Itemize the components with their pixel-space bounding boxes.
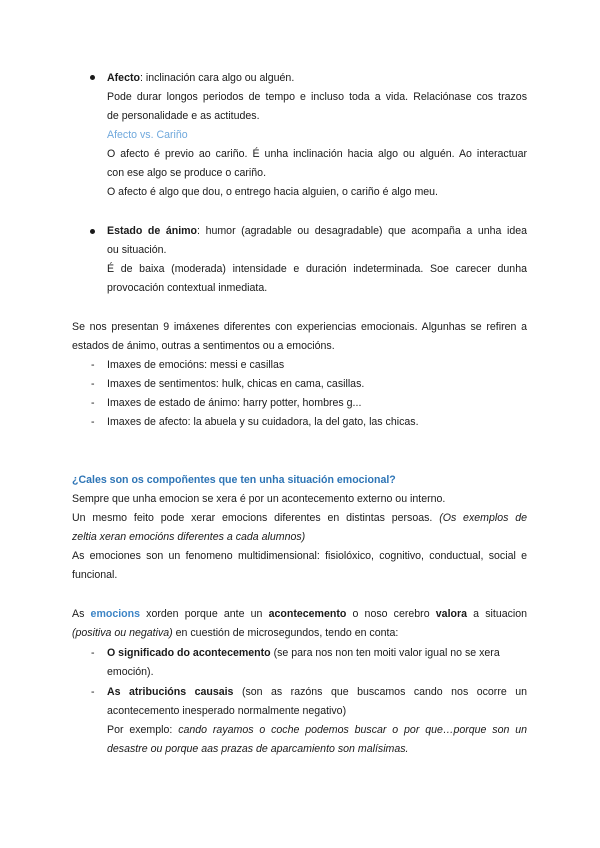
afecto-line-2: Pode durar longos periodos de tempo e incluso toda a vida. Relaciónase cos trazos xyxy=(107,91,527,103)
afecto-vs-carino-subheading: Afecto vs. Cariño xyxy=(107,129,188,141)
emocions-p2: xorden porque ante un xyxy=(146,608,263,620)
afecto-line-5: O afecto é previo ao cariño. É unha inclinación hacia algo ou alguén. Ao interactuar xyxy=(107,148,527,160)
valora-keyword: valora xyxy=(435,608,467,620)
componentes-line-3: zeltia xeran emocións diferentes a cada alumnos) xyxy=(72,531,306,543)
imaxes-item-3: Imaxes de estado de ánimo: harry potter, hombres g... xyxy=(107,397,362,409)
dash-2: - xyxy=(91,378,95,390)
emocions-line-2-italic: (positiva ou negativa) xyxy=(72,627,173,639)
significado-line-1 xyxy=(107,647,500,660)
bullet-afecto xyxy=(90,75,95,80)
estado-definition: : humor (agradable ou desagradable) que acompaña a unha idea xyxy=(197,225,528,237)
significado-term: O significado do acontecemento xyxy=(107,647,271,659)
section-heading: ¿Cales son os compoñentes que ten unha situación emocional? xyxy=(72,474,396,486)
afecto-line-3: de personalidade e as actitudes. xyxy=(107,110,260,122)
componentes-line-2-text: Un mesmo feito pode xerar emocions diferentes en distintas persoas. xyxy=(72,512,433,524)
emocions-line-2 xyxy=(72,627,398,640)
atribucions-line-2: acontecemento inesperado normalmente negativo) xyxy=(107,705,347,717)
atribucions-line-1 xyxy=(107,686,527,699)
componentes-line-2-italic: (Os exemplos de xyxy=(439,512,527,524)
afecto-line-6: con ese algo se produce o cariño. xyxy=(107,167,267,179)
significado-line-2: emoción). xyxy=(107,666,154,678)
componentes-line-2 xyxy=(72,512,527,525)
componentes-line-1: Sempre que unha emocion se xera é por un acontecemento externo ou interno. xyxy=(72,493,446,505)
dash-3: - xyxy=(91,397,95,409)
dash-6: - xyxy=(91,686,95,698)
bullet-estado xyxy=(90,229,95,234)
emocions-line-1 xyxy=(72,608,527,621)
componentes-line-5: funcional. xyxy=(72,569,118,581)
atribucions-line-3 xyxy=(107,724,527,737)
acontecemento-keyword: acontecemento xyxy=(268,608,347,620)
afecto-term: Afecto xyxy=(107,72,140,84)
imaxes-intro-line-1: Se nos presentan 9 imáxenes diferentes con experiencias emocionais. Algunhas se refiren a xyxy=(72,321,527,333)
emocions-p3: o noso cerebro xyxy=(352,608,430,620)
estado-line-1 xyxy=(107,225,527,238)
imaxes-intro-line-2: estados de ánimo, outras a sentimentos ou a emocións. xyxy=(72,340,335,352)
imaxes-item-4: Imaxes de afecto: la abuela y su cuidadora, la del gato, las chicas. xyxy=(107,416,419,428)
estado-line-2: ou situación. xyxy=(107,244,167,256)
example-italic: cando rayamos o coche podemos buscar o por que…porque son un xyxy=(178,724,528,736)
afecto-line-1 xyxy=(107,72,294,85)
estado-term: Estado de ánimo xyxy=(107,225,198,237)
emocions-line-2-rest: en cuestión de microsegundos, tendo en conta: xyxy=(175,627,399,639)
estado-line-3: É de baixa (moderada) intensidade e duración indeterminada. Soe carecer dunha xyxy=(107,263,527,275)
example-label: Por exemplo: xyxy=(107,724,173,736)
dash-5: - xyxy=(91,647,95,659)
componentes-line-4: As emociones son un fenomeno multidimensional: fisiolóxico, cognitivo, conductual, social e xyxy=(72,550,527,562)
dash-1: - xyxy=(91,359,95,371)
atribucions-line-4: desastre ou porque aas prazas de aparcamiento son malísimas. xyxy=(107,743,409,755)
afecto-definition: : inclinación cara algo ou alguén. xyxy=(139,72,295,84)
atribucions-text: (son as razóns que buscamos cando nos ocorre un xyxy=(241,686,527,698)
imaxes-item-2: Imaxes de sentimentos: hulk, chicas en cama, casillas. xyxy=(107,378,365,390)
significado-text: (se para nos non ten moiti valor igual no se xera xyxy=(273,647,500,659)
emocions-p1: As xyxy=(72,608,85,620)
emocions-keyword: emocions xyxy=(90,608,140,620)
estado-line-4: provocación contextual inmediata. xyxy=(107,282,268,294)
dash-4: - xyxy=(91,416,95,428)
atribucions-term: As atribucións causais xyxy=(107,686,234,698)
afecto-line-7: O afecto é algo que dou, o entrego hacia alguien, o cariño é algo meu. xyxy=(107,186,438,198)
emocions-p4: a situacion xyxy=(473,608,528,620)
imaxes-item-1: Imaxes de emocións: messi e casillas xyxy=(107,359,285,371)
